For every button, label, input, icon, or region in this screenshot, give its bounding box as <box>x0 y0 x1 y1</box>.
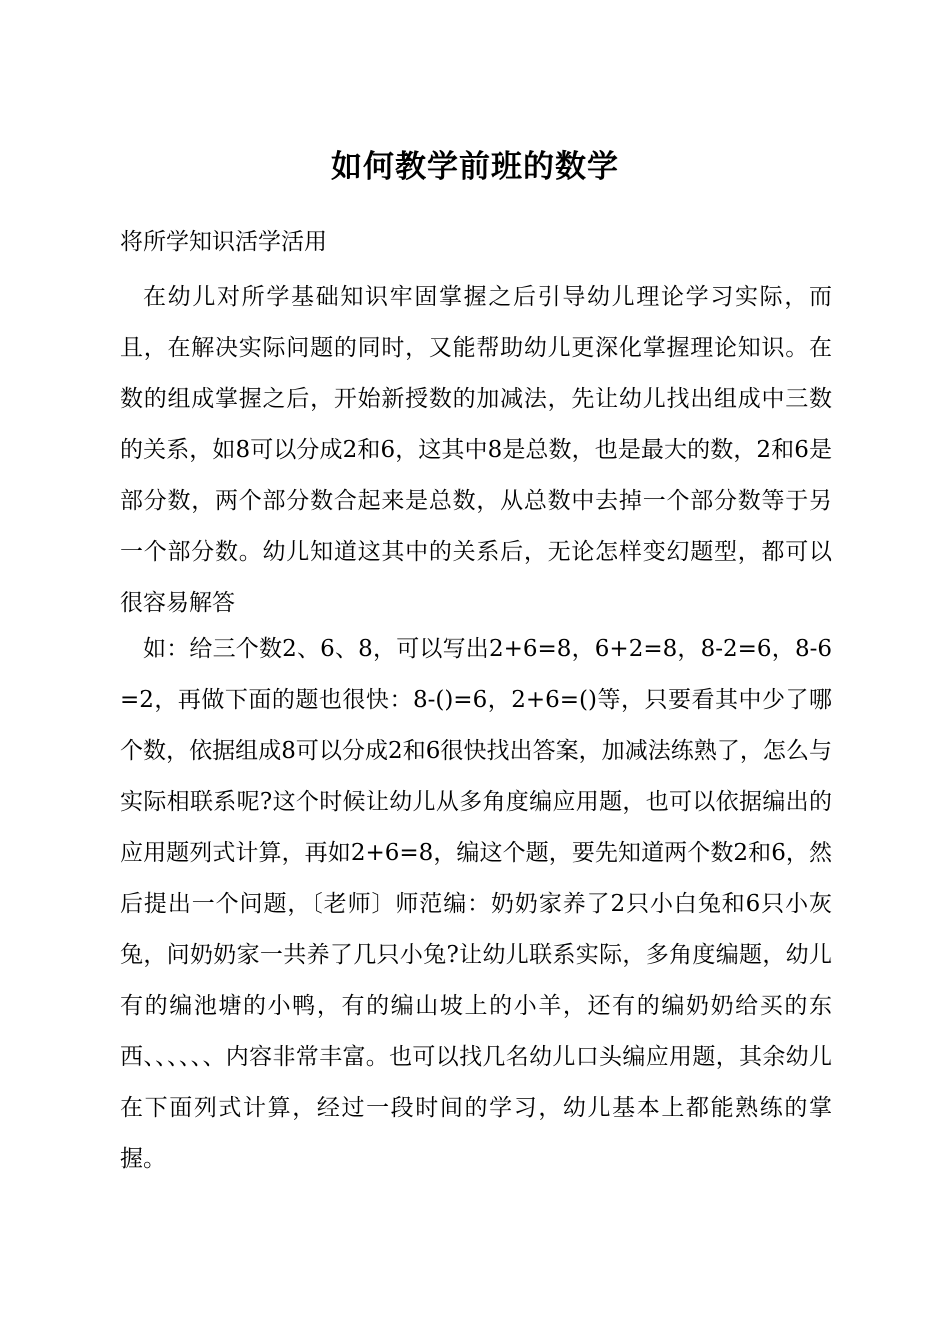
section-heading: 将所学知识活学活用 <box>120 229 327 255</box>
paragraph-2: 如：给三个数2、6、8，可以写出2+6=8，6+2=8，8-2=6，8-6=2，再做下面的题也很快：8-()=6，2+6=()等，只要看其中少了哪个数，依据组成8可以分成2和6很快找出答案，加减法练熟了，怎么与实际相联系呢?这个时候让幼儿从多角度编应用题，也可以依据编出的应用题列式计算，再如2+6=8，编这个题，要先知道两个数2和6，然后提出一个问题，〔老师〕师范编：奶奶家养了2只小白兔和6只小灰兔，问奶奶家一共养了几只小兔?让幼儿联系实际，多角度编题，幼儿有的编池塘的小鸭，有的编山坡上的小羊，还有的编奶奶给买的东西、、、、、、内容非常丰富。也可以找几名幼儿口头编应用题，其余幼儿在下面列式计算，经过一段时间的学习，幼儿基本上都能熟练的掌握。 <box>120 636 832 1172</box>
document-title: 如何教学前班的数学 <box>331 149 619 185</box>
paragraph-1: 在幼儿对所学基础知识牢固掌握之后引导幼儿理论学习实际，而且，在解决实际问题的同时，又能帮助幼儿更深化掌握理论知识。在数的组成掌握之后，开始新授数的加减法，先让幼儿找出组成中三数的关系，如8可以分成2和6，这其中8是总数，也是最大的数，2和6是部分数，两个部分数合起来是总数，从总数中去掉一个部分数等于另一个部分数。幼儿知道这其中的关系后，无论怎样变幻题型，都可以很容易解答 <box>120 284 832 616</box>
